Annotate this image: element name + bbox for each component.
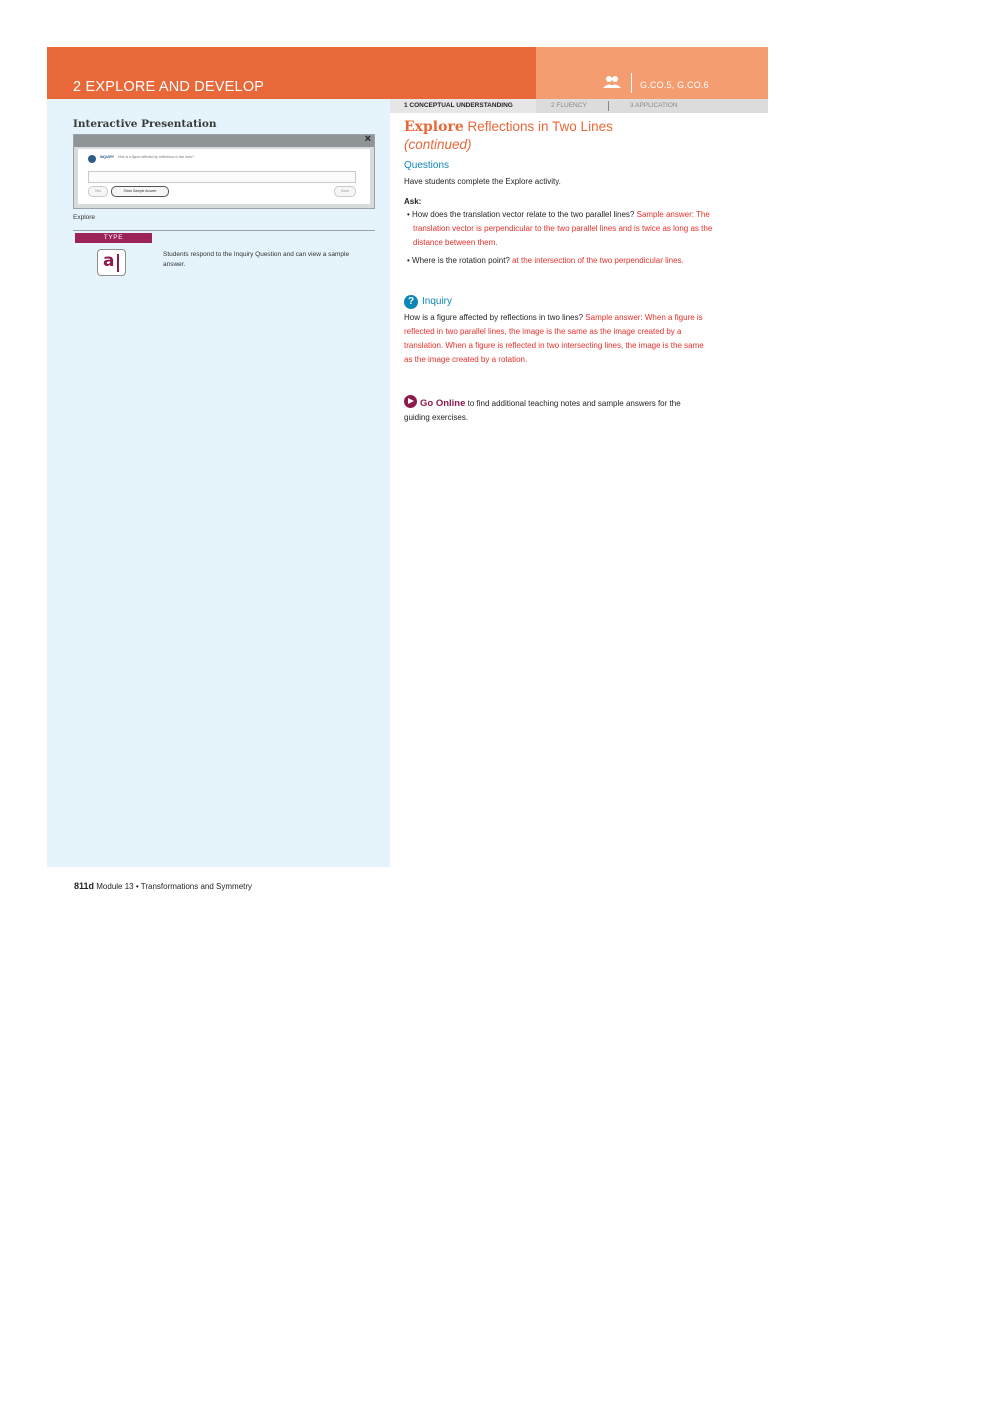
list-item bbox=[404, 254, 713, 268]
answer-field bbox=[88, 171, 356, 183]
question-text: How does the translation vector relate to the two parallel lines? bbox=[412, 210, 635, 219]
close-icon: × bbox=[364, 133, 371, 145]
tab-application: 3 APPLICATION bbox=[630, 102, 678, 109]
inquiry-heading-label: Inquiry bbox=[422, 296, 453, 307]
inquiry-answer-text: Sample answer: When a figure is reflected in two parallel lines, the image is the same as the image created by a translation. When a figure is reflected in two intersecting lines, the image is the same as the image created by a rotation. bbox=[404, 313, 704, 364]
section-header bbox=[47, 47, 536, 99]
go-online-text: to find additional teaching notes and sample answers for the guiding exercises. bbox=[404, 399, 681, 422]
show-sample-answer-button: Show Sample Answer bbox=[111, 186, 169, 197]
header-divider bbox=[631, 73, 632, 93]
list-item bbox=[404, 208, 713, 250]
standards-label: G.CO.5, G.CO.6 bbox=[640, 80, 709, 90]
hint-button: Hint bbox=[88, 186, 108, 197]
bullet: • bbox=[407, 256, 413, 265]
tab-fluency: 2 FLUENCY bbox=[551, 102, 587, 109]
question-text: Where is the rotation point? bbox=[412, 256, 510, 265]
type-icon-glyph: a bbox=[103, 251, 115, 271]
thumbnail-caption: Explore bbox=[73, 214, 96, 221]
explore-title-rest: Reflections in Two Lines bbox=[463, 119, 613, 134]
thumbnail-content bbox=[78, 149, 370, 204]
thumbnail-titlebar bbox=[74, 135, 374, 147]
inquiry-icon bbox=[88, 155, 96, 163]
go-online-label: Go Online bbox=[420, 398, 466, 409]
caption-divider bbox=[73, 230, 375, 231]
questions-body: Have students complete the Explore activity. bbox=[404, 177, 561, 186]
go-online-note bbox=[404, 395, 704, 425]
inquiry-icon bbox=[404, 295, 418, 309]
ask-heading: Ask: bbox=[404, 197, 422, 206]
cursor-icon bbox=[117, 254, 119, 272]
explore-title-bold: Explore bbox=[404, 119, 464, 135]
footer-bullet: • bbox=[135, 882, 139, 891]
interactive-presentation-title: Interactive Presentation bbox=[73, 118, 217, 130]
bullet: • bbox=[407, 210, 413, 219]
type-text-icon bbox=[97, 249, 126, 276]
go-online-icon bbox=[404, 395, 417, 408]
group-icon bbox=[603, 75, 621, 89]
questions-heading: Questions bbox=[404, 160, 450, 171]
section-title: 2 EXPLORE AND DEVELOP bbox=[73, 79, 265, 95]
type-description: Students respond to the Inquiry Question and can view a sample answer. bbox=[163, 251, 350, 268]
tab-conceptual-understanding bbox=[390, 99, 536, 113]
inquiry-label: INQUIRY bbox=[100, 155, 115, 159]
module-label: Module 13 bbox=[96, 882, 134, 891]
done-button: Done bbox=[334, 186, 356, 197]
inquiry-heading bbox=[404, 295, 704, 311]
answer-text: at the intersection of the two perpendicular lines. bbox=[512, 256, 684, 265]
explore-title bbox=[404, 118, 704, 152]
inquiry-question-text: How is a figure affected by reflections in two lines? bbox=[404, 313, 584, 322]
inquiry-body bbox=[404, 311, 704, 367]
explore-title-continued: (continued) bbox=[404, 137, 472, 152]
presentation-thumbnail bbox=[73, 134, 375, 209]
tab-label: 1 CONCEPTUAL UNDERSTANDING bbox=[404, 102, 513, 109]
inquiry-question: How is a figure affected by reflections in two lines? bbox=[118, 155, 194, 159]
module-topic: Transformations and Symmetry bbox=[140, 882, 253, 891]
answer-text: Sample answer: The translation vector is perpendicular to the two parallel lines and is twice as long as the distance between them. bbox=[413, 210, 713, 247]
page-number: 811d bbox=[74, 881, 95, 891]
standards-header bbox=[536, 47, 768, 99]
tab-divider bbox=[608, 101, 609, 111]
page-footer bbox=[74, 881, 252, 891]
sidebar-panel bbox=[47, 99, 390, 867]
type-badge: TYPE bbox=[75, 233, 152, 243]
